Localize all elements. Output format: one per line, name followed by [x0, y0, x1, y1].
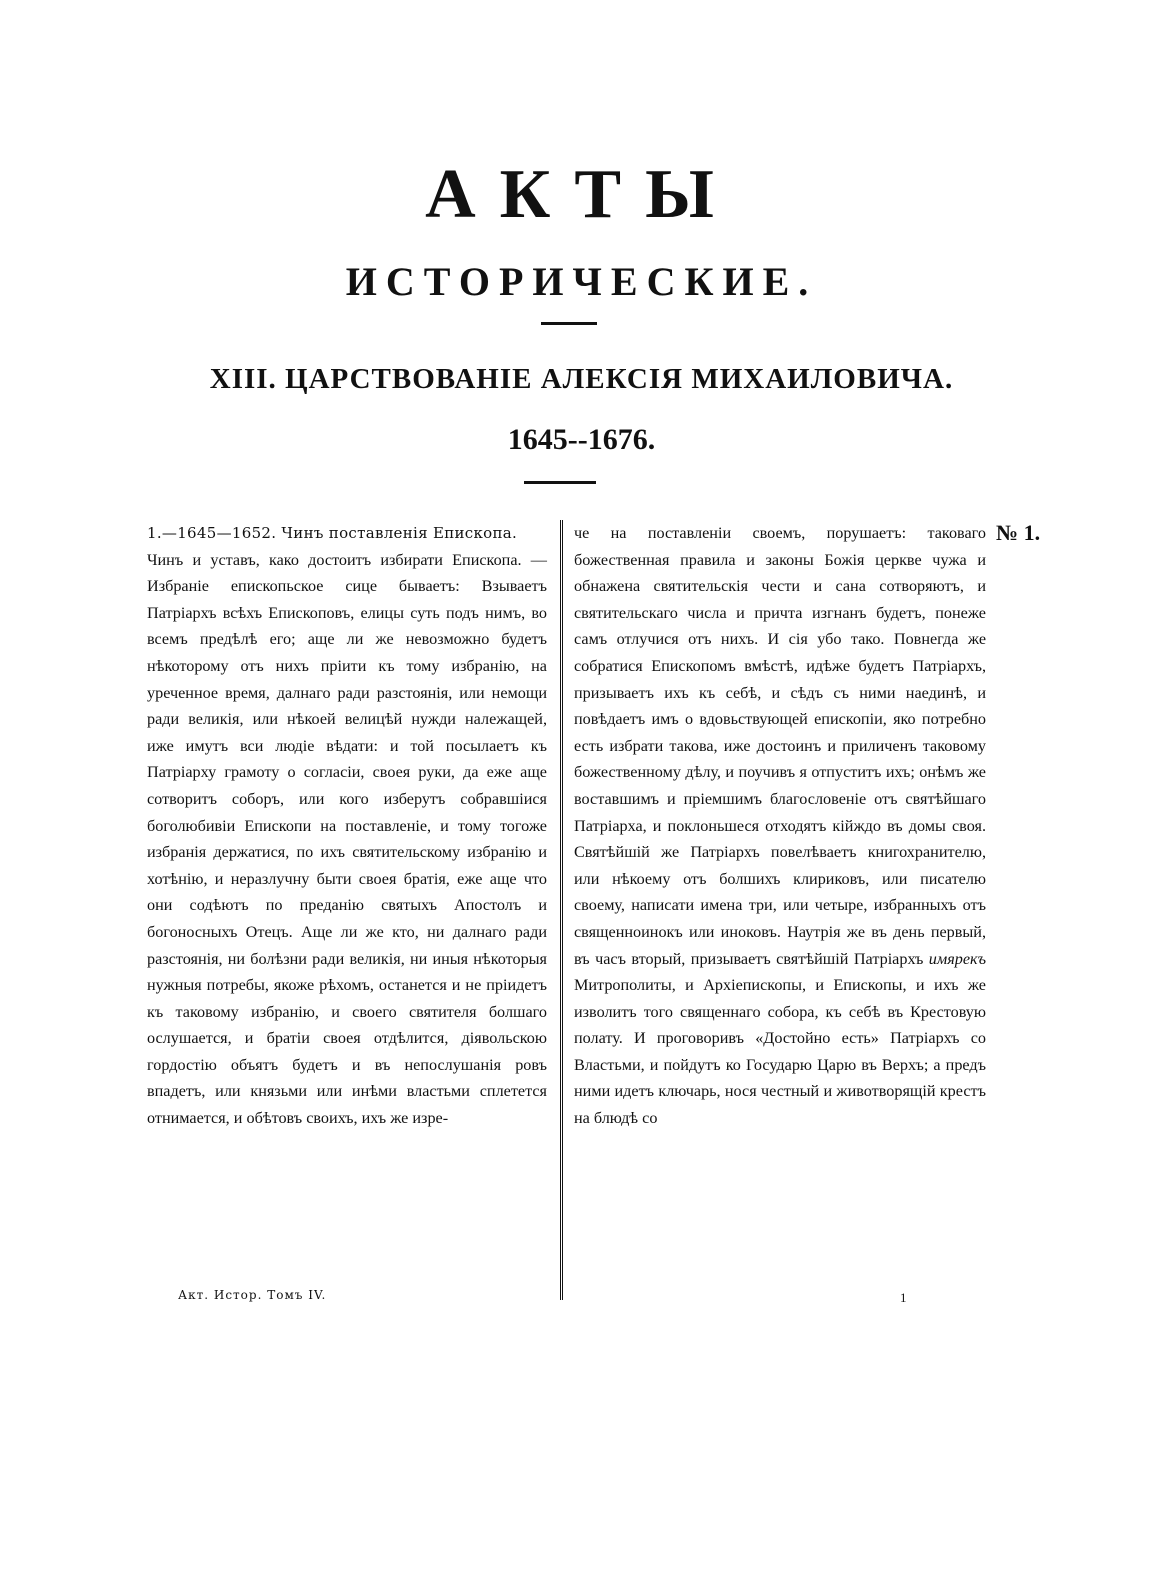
left-column-text: Чинъ и уставъ, како достоитъ избирати Епископа. — Избраніе епископьское сице бываетъ: Взываетъ Патріархъ всѣхъ Епископовъ, елицы суть подъ нимъ, во всемъ предѣлѣ его; аще ли же невозможно будетъ нѣкоторому отъ нихъ пріити къ тому избранію, на уреченное время, далнаго ради разстоянія, или немощи ради великія, или нѣкоей велицѣй нужди належащей, иже имутъ вси людіе вѣдати: и той посылаетъ къ Патріарху грамоту о согласіи, своея руки, да еже аще сотворитъ соборъ, или кого изберутъ собравшіися боголюбивіи Епископи на поставленіе, и тому тогоже избранія держатися, по ихъ святительскому избранію и хотѣнію, и неразлучну быти своея братія, еже аще что они содѣютъ по преданію святыхъ Апостолъ и богоносныхъ Отецъ. Аще ли же кто, ни далнаго ради разстоянія, ни болѣзни ради великія, ни иныя нѣкоторыя нужныя потребы, якоже рѣхомъ, останется и не пріидетъ къ таковому избранію, и своего святителя болшаго ослушается, и братіи своея отдѣлится, діявольскою гордостію объятъ будетъ и въ непослушанія ровъ впадетъ, или князьми или инѣми властьми сплетется отнимается, и обѣтовъ своихъ, ихъ же изре- [147, 550, 547, 1128]
right-column [574, 520, 986, 1132]
italic-term: имярекъ [928, 949, 986, 968]
document-heading: 1.—1645—1652. Чинъ поставленія Епископа. [147, 524, 518, 542]
left-column [147, 520, 547, 1132]
page-title: АКТЫ [425, 156, 738, 233]
page-subtitle: ИСТОРИЧЕСКИЕ. [345, 259, 818, 304]
reign-years: 1645--1676. [507, 423, 656, 456]
page-mark: 1 [900, 1290, 907, 1305]
right-column-text [574, 520, 986, 1132]
title-divider [541, 322, 597, 325]
right-column-text-start: че на поставленіи своемъ, порушаетъ: таковаго божественная правила и законы Божія церкве чужа и обнажена святительскія чести и сана сотворяютъ, и святительскаго числа и причта изгнанъ будетъ, понеже самъ отлучися отъ нихъ. И сія убо тако. Повнегда же собратися Епископомъ вмѣстѣ, идѣже будетъ Патріархъ, призываетъ ихъ къ себѣ, и сѣдъ съ ними наединѣ, и повѣдаетъ имъ о вдовьствующей епископіи, яко потребно есть избрати такова, иже достоинъ и приличенъ таковому божественному дѣлу, и поучивъ я отпуститъ ихъ; онѣмъ же воставшимъ и пріемшимъ благословеніе отъ святѣйшаго Патріарха, и поклоньшеся отходятъ кійждо въ домы своя. Святѣйшій же Патріархъ повелѣваетъ книгохранителю, или нѣкоему отъ болшихъ клириковъ, или писателю своему, написати имена три, или четыре, избранныхъ отъ священноинокъ или иноковъ. Наутрія же въ день первый, въ часъ вторый, призываетъ святѣйшій Патріархъ [574, 524, 986, 968]
printer-signature: Акт. Истор. Томъ IV. [178, 1288, 327, 1302]
document-number: № 1. [996, 520, 1041, 545]
reign-heading: XIII. ЦАРСТВОВАНІЕ АЛЕКСІЯ МИХАИЛОВИЧА. [209, 363, 954, 395]
section-divider [524, 481, 596, 484]
column-divider [560, 520, 563, 1300]
right-column-text-end: Митрополиты, и Архіепископы, и Епископы, и ихъ же изволитъ того священнаго собора, къ себѣ въ Крестовую полату. И проговоривъ «Достойно есть» Патріархъ со Властьми, и пойдутъ ко Государю Царю въ Верхъ; а предъ ними идетъ ключарь, нося честный и животворящій крестъ на блюдѣ со [574, 976, 986, 1128]
